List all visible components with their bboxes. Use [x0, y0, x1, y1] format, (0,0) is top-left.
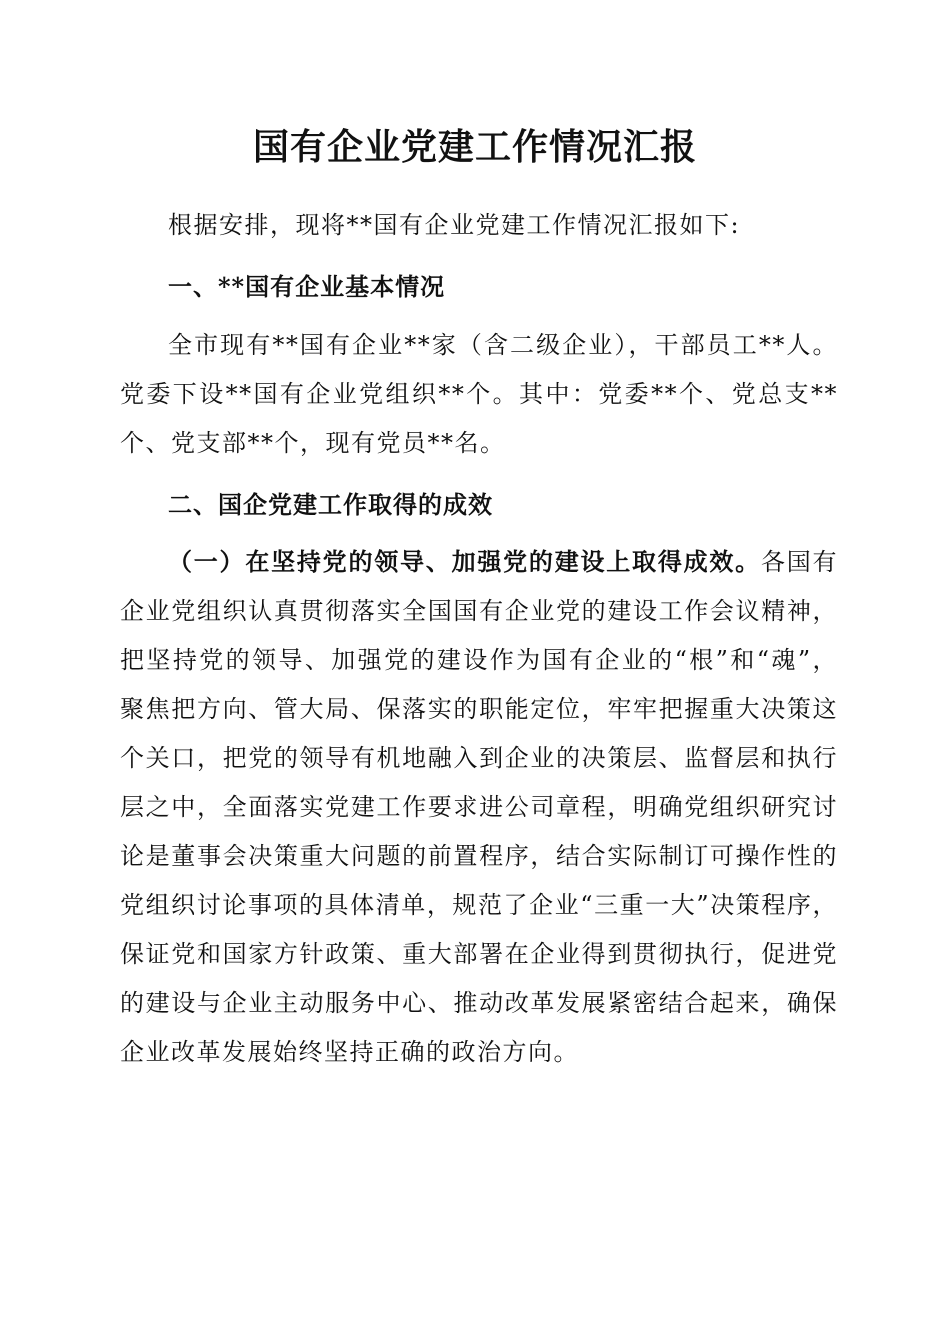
subsection-1-body: 各国有企业党组织认真贯彻落实全国国有企业党的建设工作会议精神，把坚持党的领导、加强党的建设作为国有企业的“根”和“魂”，聚焦把方向、管大局、保落实的职能定位，牢牢把握重大决策这个关口，把党的领导有机地融入到企业的决策层、监督层和执行层之中，全面落实党建工作要求进公司章程，明确党组织研究讨论是董事会决策重大问题的前置程序，结合实际制订可操作性的党组织讨论事项的具体清单，规范了企业“三重一大”决策程序，保证党和国家方针政策、重大部署在企业得到贯彻执行，促进党的建设与企业主动服务中心、推动改革发展紧密结合起来，确保企业改革发展始终坚持正确的政治方向。 [120, 548, 839, 1066]
intro-paragraph: 根据安排，现将**国有企业党建工作情况汇报如下: [168, 211, 741, 239]
section-1-heading: 一、**国有企业基本情况 [168, 272, 446, 301]
section-2-heading: 二、国企党建工作取得的成效 [168, 490, 493, 519]
subsection-1-paragraph [120, 537, 838, 1077]
document-title: 国有企业党建工作情况汇报 [252, 126, 697, 168]
subsection-1-lead: （一）在坚持党的领导、加强党的建设上取得成效。 [168, 547, 761, 576]
section-1-paragraph: 全市现有**国有企业**家（含二级企业），干部员工**人。党委下设**国有企业党组织**个。其中：党委**个、党总支**个、党支部**个，现有党员**名。 [120, 331, 838, 457]
document-body [120, 201, 838, 1077]
